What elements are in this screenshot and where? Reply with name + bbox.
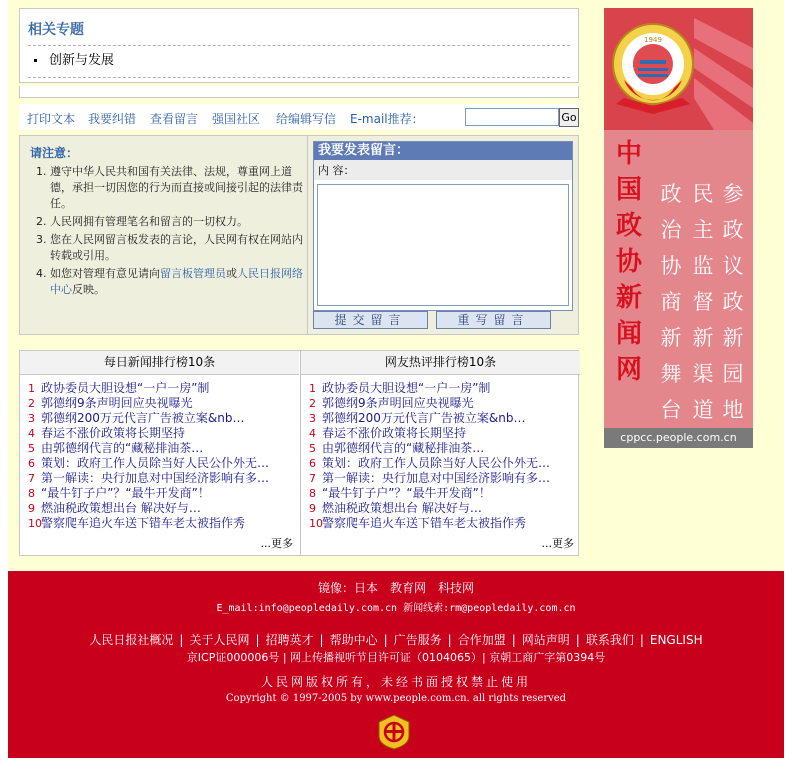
related-topic-item[interactable] — [34, 49, 114, 68]
ranking-item[interactable] — [309, 456, 574, 471]
print-link[interactable]: 打印文本 — [27, 112, 76, 126]
notice-rule-text: 或 — [226, 267, 237, 280]
ranking-headline[interactable]: 燃油税政策想出台 解决好与… — [41, 501, 201, 515]
ranking-number: 9 — [28, 502, 35, 515]
footer-link[interactable]: 招聘英才 — [265, 633, 314, 647]
footer-separator: | — [511, 633, 516, 647]
ranking-item[interactable] — [28, 456, 293, 471]
ranking-headline[interactable]: 警察爬车追火车送下错车老太被指作秀 — [322, 516, 527, 530]
related-topics-panel — [19, 8, 579, 83]
footer-separator: | — [255, 633, 260, 647]
email-recommend-label: E-mail推荐： — [350, 112, 424, 126]
ranking-headline[interactable]: 政协委员大胆设想“一户一房”制 — [41, 381, 210, 395]
bullet-icon — [34, 59, 37, 62]
notice-title: 请注意： — [30, 146, 79, 160]
hot-comments-list — [309, 381, 580, 531]
go-button[interactable]: Go — [559, 108, 579, 127]
ranking-headline[interactable]: 由郭德纲代言的“藏秘排油茶… — [41, 441, 204, 455]
emblem-year: 1949 — [644, 36, 662, 44]
ranking-item[interactable] — [28, 441, 293, 456]
notice-rule-text: 反映。 — [72, 283, 105, 296]
banner-slogan-char: 园 — [722, 362, 744, 386]
banner-slogan-char: 道 — [692, 398, 714, 422]
footer-link[interactable]: 帮助中心 — [329, 633, 378, 647]
footer-separator: | — [575, 633, 580, 647]
notice-rule-text: 如您对管理有意见请向 — [50, 267, 160, 280]
ranking-number: 6 — [28, 457, 35, 470]
ranking-headline[interactable]: 郭德纲200万元代言广告被立案&nb… — [41, 411, 245, 425]
banner-slogan-char: 舞 — [660, 362, 682, 386]
footer-link[interactable]: 网站声明 — [521, 633, 570, 647]
more-link[interactable]: ...更多 — [541, 537, 574, 550]
ranking-headline[interactable]: 燃油税政策想出台 解决好与… — [322, 501, 482, 515]
mirror-link-japan[interactable]: 日本 — [353, 581, 378, 595]
ranking-number: 3 — [309, 412, 316, 425]
mirror-links — [8, 579, 784, 596]
ranking-item[interactable] — [28, 426, 293, 441]
banner-slogan-column — [718, 176, 748, 428]
ranking-headline[interactable]: “最牛钉子户”？“最牛开发商”！ — [322, 486, 491, 500]
banner-slogan-char: 治 — [660, 218, 682, 242]
ranking-number: 2 — [28, 397, 35, 410]
banner-slogan-char: 政 — [722, 290, 744, 314]
ranking-headline[interactable]: 春运不涨价政策将长期坚持 — [322, 426, 467, 440]
ranking-headline[interactable]: 春运不涨价政策将长期坚持 — [41, 426, 186, 440]
footer-link[interactable]: 关于人民网 — [189, 633, 250, 647]
footer-separator: | — [383, 633, 388, 647]
notice-rule — [50, 266, 312, 298]
cppcc-emblem-icon — [612, 18, 694, 118]
ranking-headline[interactable]: 由郭德纲代言的“藏秘排油茶… — [322, 441, 485, 455]
ranking-item[interactable] — [28, 486, 293, 501]
ranking-headline[interactable]: 郭德纲9条声明回应央视曝光 — [41, 396, 193, 410]
ranking-headline[interactable]: 郭德纲200万元代言广告被立案&nb… — [322, 411, 526, 425]
submit-comment-button[interactable]: 提交留言 — [313, 311, 428, 329]
banner-slogan-char: 监 — [692, 254, 714, 278]
daily-news-ranking — [20, 351, 299, 555]
ranking-headline[interactable]: “最牛钉子户”？“最牛开发商”！ — [41, 486, 210, 500]
footer-link[interactable]: 合作加盟 — [457, 633, 506, 647]
ranking-number: 7 — [28, 472, 35, 485]
mirror-link-tech[interactable]: 科技网 — [438, 581, 475, 595]
rights-notice: 人民网版权所有，未经书面授权禁止使用 — [260, 675, 531, 689]
comment-header: 我要发表留言： — [314, 142, 572, 160]
correct-link[interactable]: 我要纠错 — [88, 112, 137, 126]
ranking-headline[interactable]: 警察爬车追火车送下错车老太被指作秀 — [41, 516, 246, 530]
cppcc-news-banner[interactable] — [604, 8, 753, 448]
footer-separator: | — [319, 633, 324, 647]
notice-panel — [19, 135, 308, 335]
footer-link[interactable]: 人民日报社概况 — [89, 633, 174, 647]
banner-title-char: 网 — [615, 355, 642, 385]
related-topic-label: 创新与发展 — [49, 53, 115, 68]
ranking-number: 5 — [309, 442, 316, 455]
banner-domain: cppcc.people.com.cn — [604, 428, 753, 448]
license-info: 京ICP证000006号 | 网上传播视听节目许可证（0104065）| 京朝工商广字第0394号 — [186, 651, 606, 664]
banner-slogan-char: 商 — [660, 290, 682, 314]
ranking-number: 4 — [309, 427, 316, 440]
ranking-item[interactable] — [28, 396, 293, 411]
ranking-number: 8 — [28, 487, 35, 500]
banner-slogan-char: 新 — [692, 326, 714, 350]
ranking-item[interactable] — [28, 411, 293, 426]
banner-title-char: 协 — [615, 247, 642, 277]
ranking-item[interactable] — [28, 471, 293, 486]
footer-link[interactable]: ENGLISH — [649, 633, 703, 647]
banner-title-char: 中 — [615, 139, 642, 169]
banner-slogan-char: 民 — [692, 182, 714, 206]
banner-slogan-char: 渠 — [692, 362, 714, 386]
ranking-number: 3 — [28, 412, 35, 425]
banner-slogan-char: 台 — [660, 398, 682, 422]
people-daily-logo-icon — [376, 714, 412, 750]
content-label: 内 容： — [314, 160, 572, 180]
ranking-number: 9 — [309, 502, 316, 515]
footer-nav — [8, 631, 784, 648]
related-topics-title: 相关专题 — [28, 22, 84, 38]
banner-slogan-column — [656, 176, 686, 428]
ranking-item[interactable] — [28, 516, 293, 531]
notice-rule: 1. 遵守中华人民共和国有关法律、法规，尊重网上道德，承担一切因您的行为而直接或间接引起的法律责任。 — [50, 164, 312, 212]
ranking-number: 7 — [309, 472, 316, 485]
banner-slogan-char: 政 — [660, 182, 682, 206]
footer-link[interactable]: 联系我们 — [585, 633, 634, 647]
site-footer — [8, 571, 784, 758]
banner-slogan-char: 新 — [722, 326, 744, 350]
footer-separator: | — [447, 633, 452, 647]
ranking-item[interactable] — [309, 381, 574, 396]
ranking-item[interactable] — [309, 486, 574, 501]
divider — [28, 77, 570, 78]
daily-news-list — [28, 381, 299, 531]
board-admin-link[interactable]: 留言板管理员 — [160, 267, 226, 280]
ranking-number: 4 — [28, 427, 35, 440]
ranking-item[interactable] — [28, 381, 293, 396]
banner-slogan-char: 协 — [660, 254, 682, 278]
ranking-headline[interactable]: 政协委员大胆设想“一户一房”制 — [322, 381, 491, 395]
banner-title-char: 国 — [615, 175, 642, 205]
comment-textarea[interactable] — [317, 184, 569, 306]
ranking-number: 10 — [28, 517, 42, 530]
banner-slogan-char: 主 — [692, 218, 714, 242]
write-editor-link[interactable]: 给编辑写信 — [276, 112, 337, 126]
comment-panel — [308, 135, 579, 335]
hot-comments-ranking-title: 网友热评排行榜10条 — [301, 351, 580, 375]
banner-slogan-char: 政 — [722, 218, 744, 242]
ranking-number: 10 — [309, 517, 323, 530]
ranking-headline[interactable]: 策划：政府工作人员除当好人民公仆外无… — [41, 456, 270, 470]
banner-title-char: 新 — [615, 283, 642, 313]
banner-slogan-column — [688, 176, 718, 428]
forum-link[interactable]: 强国社区 — [212, 112, 261, 126]
banner-slogan-char: 参 — [722, 182, 744, 206]
hot-comments-ranking — [300, 351, 580, 555]
ranking-headline[interactable]: 第一解读：央行加息对中国经济影响有多… — [41, 471, 270, 485]
article-toolbar — [19, 104, 579, 130]
ranking-item[interactable] — [309, 396, 574, 411]
copyright: Copyright © 1997-2005 by www.people.com.cn. all rights reserved — [225, 693, 567, 704]
email-input[interactable] — [465, 108, 559, 126]
mirror-label: 镜像： — [317, 581, 354, 595]
ranking-number: 8 — [309, 487, 316, 500]
ranking-number: 1 — [28, 382, 35, 395]
ranking-item[interactable] — [309, 516, 574, 531]
ranking-item[interactable] — [309, 426, 574, 441]
ranking-headline[interactable]: 第一解读：央行加息对中国经济影响有多… — [322, 471, 551, 485]
ranking-number: 1 — [309, 382, 316, 395]
ranking-item[interactable] — [309, 501, 574, 516]
ranking-headline[interactable]: 郭德纲9条声明回应央视曝光 — [322, 396, 474, 410]
contact-emails: E_mail:info@peopledaily.com.cn 新闻线索:rm@peopledaily.com.cn — [216, 603, 576, 614]
ranking-number: 5 — [28, 442, 35, 455]
notice-rule: 2. 人民网拥有管理笔名和留言的一切权力。 — [50, 214, 312, 230]
ranking-number: 6 — [309, 457, 316, 470]
banner-slogan-char: 地 — [722, 398, 744, 422]
mirror-link-edu[interactable]: 教育网 — [390, 581, 427, 595]
notice-rule: 3. 您在人民网留言板发表的言论，人民网有权在网站内转载或引用。 — [50, 232, 312, 264]
ranking-item[interactable] — [309, 441, 574, 456]
footer-separator: | — [179, 633, 184, 647]
ranking-number: 2 — [309, 397, 316, 410]
reset-comment-button[interactable]: 重写留言 — [436, 311, 551, 329]
banner-title-char: 政 — [615, 211, 642, 241]
view-comments-link[interactable]: 查看留言 — [150, 112, 199, 126]
ranking-item[interactable] — [28, 501, 293, 516]
rankings-panel — [19, 350, 579, 556]
footer-separator: | — [639, 633, 644, 647]
notice-rules — [32, 164, 312, 300]
ranking-item[interactable] — [309, 411, 574, 426]
banner-slogan-char: 议 — [722, 254, 744, 278]
banner-title-column — [614, 136, 644, 388]
ranking-headline[interactable]: 策划：政府工作人员除当好人民公仆外无… — [322, 456, 551, 470]
banner-slogan-char: 督 — [692, 290, 714, 314]
ranking-item[interactable] — [309, 471, 574, 486]
comment-box — [313, 141, 573, 311]
network-center-link[interactable]: 人民日报网络中心 — [50, 267, 303, 296]
banner-title-char: 闻 — [615, 319, 642, 349]
banner-slogan-char: 新 — [660, 326, 682, 350]
footer-link[interactable]: 广告服务 — [393, 633, 442, 647]
spacer-panel — [19, 86, 579, 98]
more-link[interactable]: ...更多 — [260, 537, 293, 550]
daily-news-ranking-title: 每日新闻排行榜10条 — [20, 351, 299, 375]
divider — [28, 45, 570, 46]
